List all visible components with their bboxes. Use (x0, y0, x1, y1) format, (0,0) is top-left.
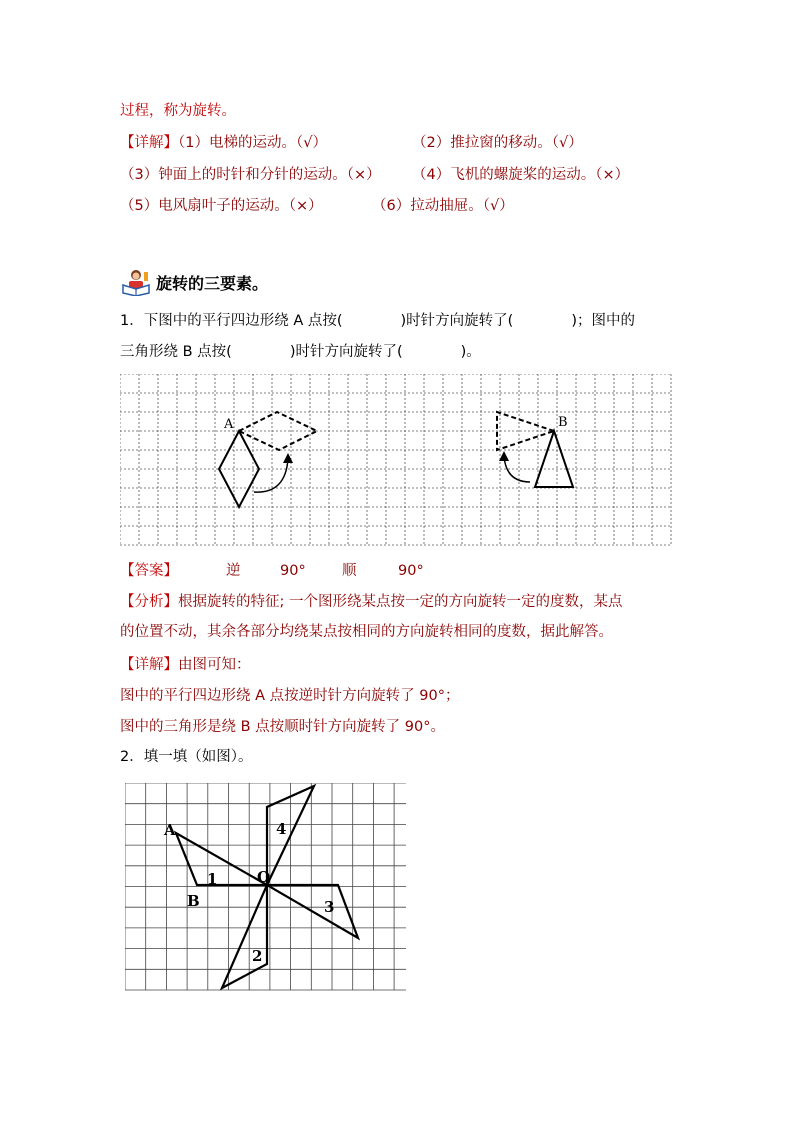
section-heading (120, 268, 268, 296)
point-label-a: A (224, 417, 234, 432)
point-label-b: B (558, 415, 568, 430)
q1-detail-row (120, 655, 251, 675)
label-1: 1 (207, 870, 218, 888)
label-a: A (164, 821, 176, 839)
triangle-original (535, 431, 573, 487)
analysis-text-1: 根据旋转的特征; 一个图形绕某点按一定的方向旋转一定的度数，某点 (178, 594, 623, 610)
q1-line-2: 三角形绕 B 点按( )时针方向旋转了( )。 (120, 344, 481, 360)
q1-rotation-figure (120, 374, 674, 548)
answer-3: 顺 (342, 563, 357, 579)
intro-tail: 过程，称为旋转。 (120, 103, 236, 119)
label-2: 2 (252, 947, 263, 965)
detail-item-3: （3）钟面上的时针和分针的运动。（×） (120, 167, 381, 183)
detail-item-2: （2）推拉窗的移动。（√） (412, 135, 583, 151)
detail-item-6: （6）拉动抽屉。（√） (372, 198, 514, 214)
q1-detail-tag: 【详解】 (120, 657, 178, 673)
q2-title: 2．填一填（如图）。 (120, 749, 253, 765)
label-o: O (257, 868, 271, 886)
answer-tag: 【答案】 (120, 563, 178, 579)
reading-student-icon (120, 268, 152, 296)
q1-detail-line-2: 图中的三角形是绕 B 点按顺时针方向旋转了 90°。 (120, 719, 445, 735)
detail-item-4: （4）飞机的螺旋桨的运动。（×） (412, 167, 630, 183)
detail-item-5: （5）电风扇叶子的运动。（×） (120, 198, 323, 214)
windmill-shape-3 (267, 885, 358, 938)
detail-row-1 (120, 133, 327, 153)
counterclockwise-arrow (254, 458, 288, 492)
arrow-head (499, 451, 509, 461)
detail-item-1: （1）电梯的运动。（√） (178, 135, 327, 151)
dashed-grid (120, 374, 671, 545)
label-4: 4 (276, 820, 287, 838)
q2-windmill-figure (125, 783, 409, 993)
q1-detail-intro: 由图可知： (178, 657, 251, 673)
label-3: 3 (324, 898, 335, 916)
answer-1: 逆 (226, 563, 241, 579)
windmill-shape-1 (176, 833, 267, 885)
analysis-tag: 【分析】 (120, 594, 178, 610)
arrow-head (283, 453, 293, 463)
analysis-text-2: 的位置不动，其余各部分均绕某点按相同的方向旋转相同的度数，据此解答。 (120, 624, 613, 640)
answer-4: 90° (398, 563, 424, 579)
q1-detail-line-1: 图中的平行四边形绕 A 点按逆时针方向旋转了 90°； (120, 688, 460, 704)
analysis-row-1 (120, 592, 623, 612)
detail-tag: 【详解】 (120, 135, 178, 151)
q1-line-1: 1．下图中的平行四边形绕 A 点按( )时针方向旋转了( )；图中的 (120, 313, 635, 329)
answer-2: 90° (280, 563, 306, 579)
label-b: B (187, 892, 200, 910)
section-title: 旋转的三要素。 (156, 273, 269, 293)
